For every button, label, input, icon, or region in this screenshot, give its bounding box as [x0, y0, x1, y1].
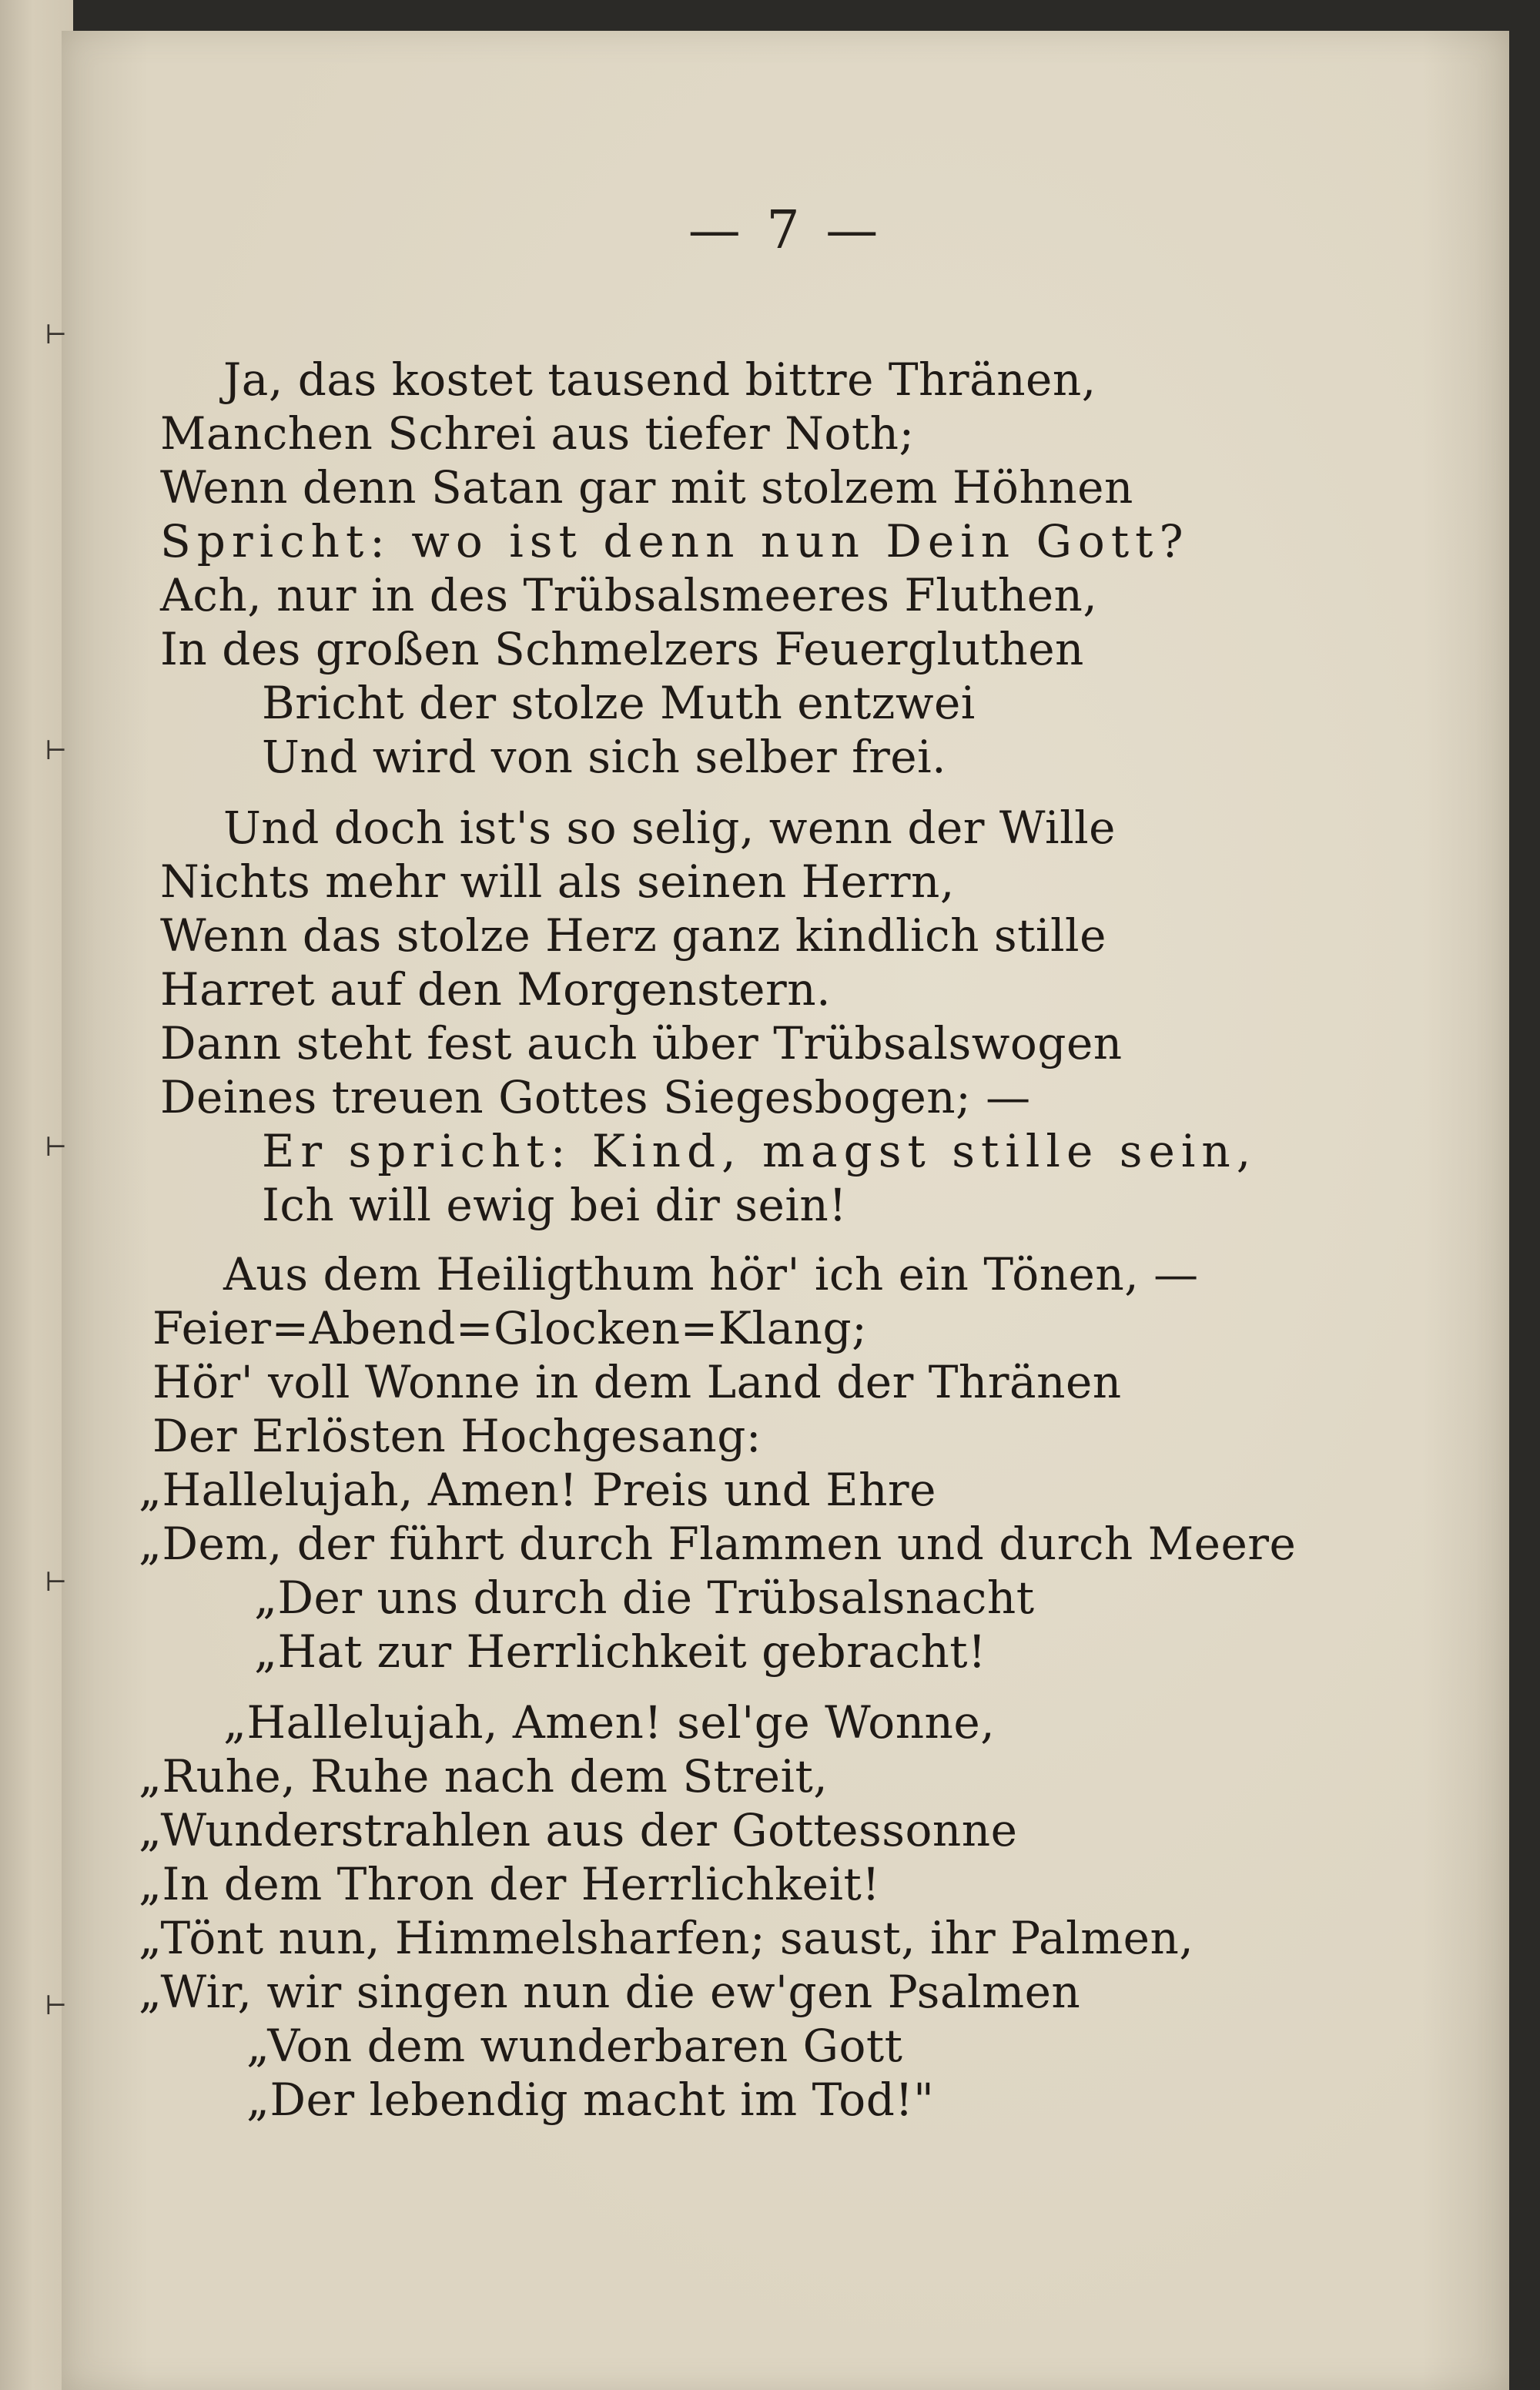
stanza-line: Und wird von sich selber frei. [262, 731, 947, 783]
stanza-line: Ich will ewig bei dir sein! [262, 1179, 848, 1231]
book-page [62, 31, 1509, 2390]
stanza-line: Nichts mehr will als seinen Herrn, [160, 855, 955, 908]
page-number: — 7 — [688, 200, 883, 261]
stanza-line: „Hallelujah, Amen! sel'ge Wonne, [223, 1696, 996, 1749]
binding-thread-mark: ⊢ [45, 735, 68, 766]
stanza-line: „Wir, wir singen nun die ew'gen Psalmen [139, 1966, 1081, 2018]
stanza-line: Dann steht fest auch über Trübsalswogen [160, 1017, 1123, 1069]
stanza-line: In des großen Schmelzers Feuergluthen [160, 623, 1084, 675]
binding-thread-mark: ⊢ [45, 1567, 68, 1598]
stanza-line: Aus dem Heiligthum hör' ich ein Tönen, — [223, 1248, 1199, 1300]
binding-thread-mark: ⊢ [45, 1990, 68, 2021]
stanza-line: Wenn das stolze Herz ganz kindlich stille [160, 909, 1106, 962]
stanza-line: Manchen Schrei aus tiefer Noth; [160, 407, 915, 460]
stanza-line: Ach, nur in des Trübsalsmeeres Fluthen, [160, 569, 1098, 621]
stanza-line: „Der lebendig macht im Tod!" [246, 2074, 935, 2126]
stanza-line: „Der uns durch die Trübsalsnacht [254, 1572, 1035, 1624]
stanza-line: „Wunderstrahlen aus der Gottessonne [139, 1804, 1018, 1856]
stanza-line: „In dem Thron der Herrlichkeit! [139, 1858, 881, 1910]
stanza-line: „Tönt nun, Himmelsharfen; saust, ihr Palmen, [139, 1912, 1194, 1964]
stanza-line: Hör' voll Wonne in dem Land der Thränen [152, 1356, 1122, 1408]
stanza-line: Wenn denn Satan gar mit stolzem Höhnen [160, 461, 1133, 514]
stanza-line: „Hallelujah, Amen! Preis und Ehre [139, 1464, 936, 1516]
stanza-line: Er spricht: Kind, magst stille sein, [262, 1125, 1257, 1177]
stanza-line: Deines treuen Gottes Siegesbogen; — [160, 1071, 1031, 1123]
stanza-line: Der Erlösten Hochgesang: [152, 1410, 762, 1462]
binding-thread-mark: ⊢ [45, 320, 68, 350]
binding-thread-mark: ⊢ [45, 1132, 68, 1163]
stanza-line: Und doch ist's so selig, wenn der Wille [223, 802, 1116, 854]
stanza-line: „Dem, der führt durch Flammen und durch Meere [139, 1518, 1297, 1570]
stanza-line: Bricht der stolze Muth entzwei [262, 677, 976, 729]
stanza-line: Ja, das kostet tausend bittre Thränen, [223, 353, 1096, 406]
stanza-line: Harret auf den Morgenstern. [160, 963, 832, 1016]
stanza-line: Spricht: wo ist denn nun Dein Gott? [160, 515, 1190, 567]
stanza-line: „Ruhe, Ruhe nach dem Streit, [139, 1750, 829, 1803]
stanza-line: „Hat zur Herrlichkeit gebracht! [254, 1625, 986, 1678]
stanza-line: Feier=Abend=Glocken=Klang; [152, 1302, 868, 1354]
stanza-line: „Von dem wunderbaren Gott [246, 2020, 903, 2072]
